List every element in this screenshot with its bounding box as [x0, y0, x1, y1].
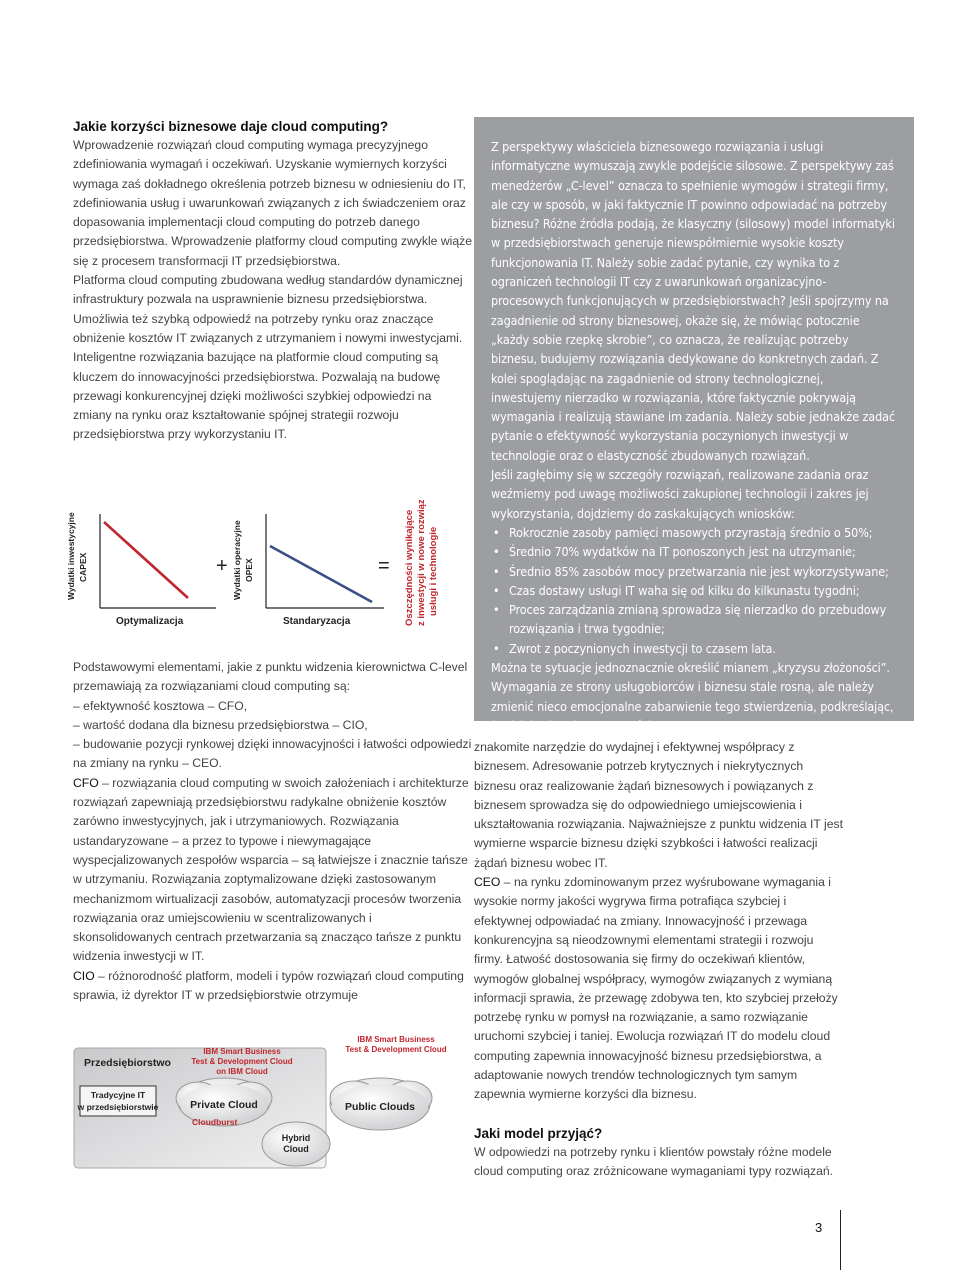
- cfo-text: – rozwiązania cloud computing w swoich założeniach i architekturze rozwiązań zapewniają przedsiębiorstwu radykalne obniżenie kosztów zarówno inwestycyjnych, jak i utrzymaniowych. Rozwiązania ustandaryzowane – a przez to typowe i niewymagające wyspecjalizowanych zespołów wsparcia – są łatwiejsze i znacznie tańsze w utrzymaniu. Rozwiązania zoptymalizowane dzięki zastosowanym mechanizmom wirtualizacji zasobów, automatyzacji procesów tworzenia rozwiązania oraz umiejscowieniu w scentralizowanych i skonsolidowanych centrach przetwarzania są znacząco tańsze z punktu widzenia inwestycji w IT.: [73, 775, 469, 964]
- capex-label-1: Wydatki inwestycyjne: [66, 512, 76, 600]
- cost-figure-svg: [66, 500, 466, 640]
- hybrid-label-1: Hybrid: [281, 1133, 311, 1143]
- bullet-item: • Średnio 85% zasobów mocy przetwarzania nie jest wykorzystywane;: [503, 562, 896, 581]
- list-item: – wartość dodana dla biznesu przedsiębiorstwa – CIO,: [73, 717, 368, 732]
- bullet-item: • Czas dostawy usługi IT waha się od kilku do kilkunastu tygodni;: [503, 581, 896, 600]
- cost-figure: [66, 500, 466, 640]
- box-bullet-list: [491, 523, 896, 658]
- cio-label: CIO: [73, 968, 95, 983]
- section-heading-model: Jaki model przyjąć?: [474, 1125, 603, 1141]
- enterprise-label: Przedsiębiorstwo: [84, 1057, 171, 1069]
- public-cloud-label: Public Clouds: [344, 1101, 416, 1113]
- capex-line: [104, 522, 188, 598]
- opex-line: [270, 546, 372, 602]
- ceo-text: – na rynku zdominowanym przez wyśrubowane wymagania i wysokie normy jakości wygrywa firma potrafiąca szybciej i efektywnej odpowiadać na zmiany. Innowacyjność i przewaga konkurencyjna są nieodzownymi elementami strategii i rozwoju firmy. Łatwość dostosowania się firmy do oczekiwań klientów, wymogów globalnej współpracy, wymogów związanych z wymianą informacji sprawia, że przewagę zdobywa ten, kto szybciej przełoży potrzebę rynku w pomysł na rozwiązanie, a samo rozwiązanie uruchomi szybciej i taniej. Ewolucja rozwiązań IT do modelu cloud computing zapewnia innowacyjność biznesu przedsiębiorstwa, a adaptowanie nowych trendów technologicznych tym samym zapewnia wymierne korzyści dla biznesu.: [474, 875, 838, 1102]
- ceo-label: CEO: [474, 875, 501, 890]
- box-paragraph: Jeśli zagłębimy się w szczegóły rozwiązań, realizowane zadania oraz weźmiemy pod uwagę możliwości zakupionej technologii i zakres jej wykorzystania, dojdziemy do zaskakujących wniosków:: [491, 467, 869, 521]
- paragraph: Wprowadzenie rozwiązań cloud computing wymaga precyzyjnego zdefiniowania wymagań i oczekiwań. Uzyskanie wymiernych korzyści wymaga zaś dokładnego określenia potrzeb biznesu w odniesieniu do IT, zdefiniowania usług i uwarunkowań związanych z ich świadczeniem oraz dopasowania implementacji cloud computing do potrzeb danego przedsiębiorstwa. Wprowadzenie platformy cloud computing zwykle wiąże się z procesem transformacji IT przedsiębiorstwa.: [73, 138, 472, 268]
- opex-label-1: Wydatki operacyjne: [232, 520, 242, 600]
- ibm-public-label-1: IBM Smart Business: [357, 1035, 435, 1044]
- ceo-paragraph: [474, 873, 844, 1105]
- list-item: – budowanie pozycji rynkowej dzięki innowacyjności i łatwości odpowiedzi na zmiany na rynku – CEO.: [73, 737, 472, 771]
- bullet-item: • Zwrot z poczynionych inwestycji to czasem lata.: [503, 639, 896, 658]
- cloud-diagram-svg: [66, 1028, 466, 1188]
- result-label-2: z inwestycji w nowe rozwiązania,: [416, 500, 427, 626]
- ibm-on-label-3: on IBM Cloud: [216, 1067, 268, 1076]
- cloud-diagram: [66, 1028, 466, 1188]
- hybrid-label-2: Cloud: [283, 1144, 309, 1154]
- traditional-label-1: Tradycyjne IT: [90, 1090, 146, 1100]
- capex-label-2: CAPEX: [78, 552, 88, 582]
- traditional-label-2: w przedsiębiorstwie: [77, 1102, 159, 1112]
- right-column: [474, 738, 844, 1181]
- result-label-3: usługi i technologie: [428, 526, 439, 616]
- cfo-label: CFO: [73, 775, 99, 790]
- ibm-on-label-1: IBM Smart Business: [203, 1047, 281, 1056]
- list-item: – efektywność kosztowa – CFO,: [73, 698, 248, 713]
- equals-sign: =: [378, 555, 390, 577]
- page-divider: [840, 1210, 841, 1270]
- private-cloud-label: Private Cloud: [190, 1099, 258, 1111]
- result-label-1: Oszczędności wynikające: [404, 509, 415, 626]
- page-number: 3: [815, 1220, 823, 1235]
- box-paragraph: Można te sytuacje jednoznacznie określić mianem „kryzysu złożoności”. Wymagania ze strony usługobiorców i biznesu stale rosną, ale należy zmienić nieco emocjonalne zabarwienie tego stwierdzenia, podkreślając, że dzieje się tak „na szczęście”.: [491, 660, 894, 733]
- x-label-optymalizacja: Optymalizacja: [116, 616, 184, 627]
- opex-label-2: OPEX: [244, 558, 254, 582]
- x-label-standaryzacja: Standaryzacja: [283, 616, 351, 627]
- cloudburst-label: Cloudburst: [192, 1117, 238, 1127]
- left-column: [73, 117, 473, 445]
- paragraph: znakomite narzędzie do wydajnej i efektywnej współpracy z biznesem. Adresowanie potrzeb krytycznych i niekrytycznych biznesu oraz realizowanie żądań biznesowych i powiązanych z biznesem sprowadza się do odpowiedniego umiejscowienia i ukształtowania rozwiązania. Najważniejsze z punktu widzenia IT jest wymierne wsparcie biznesu dzięki szybkości i łatwości realizacji żądań biznesu wobec IT.: [474, 740, 843, 870]
- box-paragraph: Z perspektywy właściciela biznesowego rozwiązania i usługi informatyczne wymuszają zwykle podejście silosowe. Z perspektywy zaś menedżerów „C-level” oznacza to spełnienie wymogów i strategii firmy, ale czy w sposób, w jaki faktycznie IT powinno odpowiadać na potrzeby biznesu? Różne źródła podają, że klasyczny (silosowy) model informatyki w przedsiębiorstwach generuje niewspółmiernie wysokie koszty funkcjonowania IT. Należy sobie zadać pytanie, czy wynika to z ograniczeń technologii IT czy z uwarunkowań organizacyjno-procesowych funkcjonujących w przedsiębiorstwach? Jeśli spojrzymy na zagadnienie od strony biznesowej, okaże się, że mówiąc potocznie „każdy sobie rzepkę skrobie”, co oznacza, że realizując potrzeby biznesu, budujemy rozwiązania dedykowane do konkretnych zadań. Z kolei spoglądając na zagadnienie od strony technologicznej, inwestujemy nierzadko w rozwiązania, które faktycznie pokrywają wymagania i realizują stawiane im zadania. Należy sobie jednakże zadać pytanie o efektywność wykorzystania poczynionych inwestycji w technologie oraz o elastyczność zbudowanych rozwiązań.: [491, 139, 896, 463]
- paragraph: Platforma cloud computing zbudowana według standardów dynamicznej infrastruktury pozwala na usprawnienie biznesu przedsiębiorstwa. Umożliwia też szybką odpowiedź na potrzeby rynku oraz znaczące obniżenie kosztów IT związanych z utrzymaniem i nowymi inwestycjami. Inteligentne rozwiązania bazujące na platformie cloud computing są kluczem do innowacyjności przedsiębiorstwa. Pozwalają na budowę przewagi konkurencyjnej dzięki możliwości szybkiej odpowiedzi na zmiany na rynku oraz kształtowanie spójnej strategii rozwoju przedsiębiorstwa przy wykorzystaniu IT.: [73, 273, 463, 442]
- ibm-public-label-2: Test & Development Cloud: [345, 1045, 447, 1054]
- plus-sign: +: [216, 555, 228, 577]
- cfo-paragraph: [73, 774, 473, 967]
- left-column-lower: [73, 658, 473, 1005]
- paragraph: W odpowiedzi na potrzeby rynku i klientów powstały różne modele cloud computing oraz zróżnicowane wymaganiami typy rozwiązań.: [474, 1144, 834, 1178]
- section-heading: Jakie korzyści biznesowe daje cloud computing?: [73, 119, 389, 134]
- bullet-item: • Proces zarządzania zmianą sprowadza się nierzadko do przebudowy rozwiązania i trwa tygodnie;: [503, 600, 896, 639]
- ibm-on-label-2: Test & Development Cloud: [191, 1057, 293, 1066]
- bullet-item: • Rokrocznie zasoby pamięci masowych przyrastają średnio o 50%;: [503, 523, 896, 542]
- cio-text: – różnorodność platform, modeli i typów rozwiązań cloud computing sprawia, iż dyrektor IT w przedsiębiorstwie otrzymuje: [73, 968, 464, 1003]
- sidebar-box: [474, 117, 914, 733]
- cio-paragraph: [73, 967, 473, 1006]
- bullet-item: • Średnio 70% wydatków na IT ponoszonych jest na utrzymanie;: [503, 542, 896, 561]
- paragraph-intro: Podstawowymi elementami, jakie z punktu widzenia kierownictwa C-level przemawiają za rozwiązaniami cloud computing są:: [73, 660, 468, 694]
